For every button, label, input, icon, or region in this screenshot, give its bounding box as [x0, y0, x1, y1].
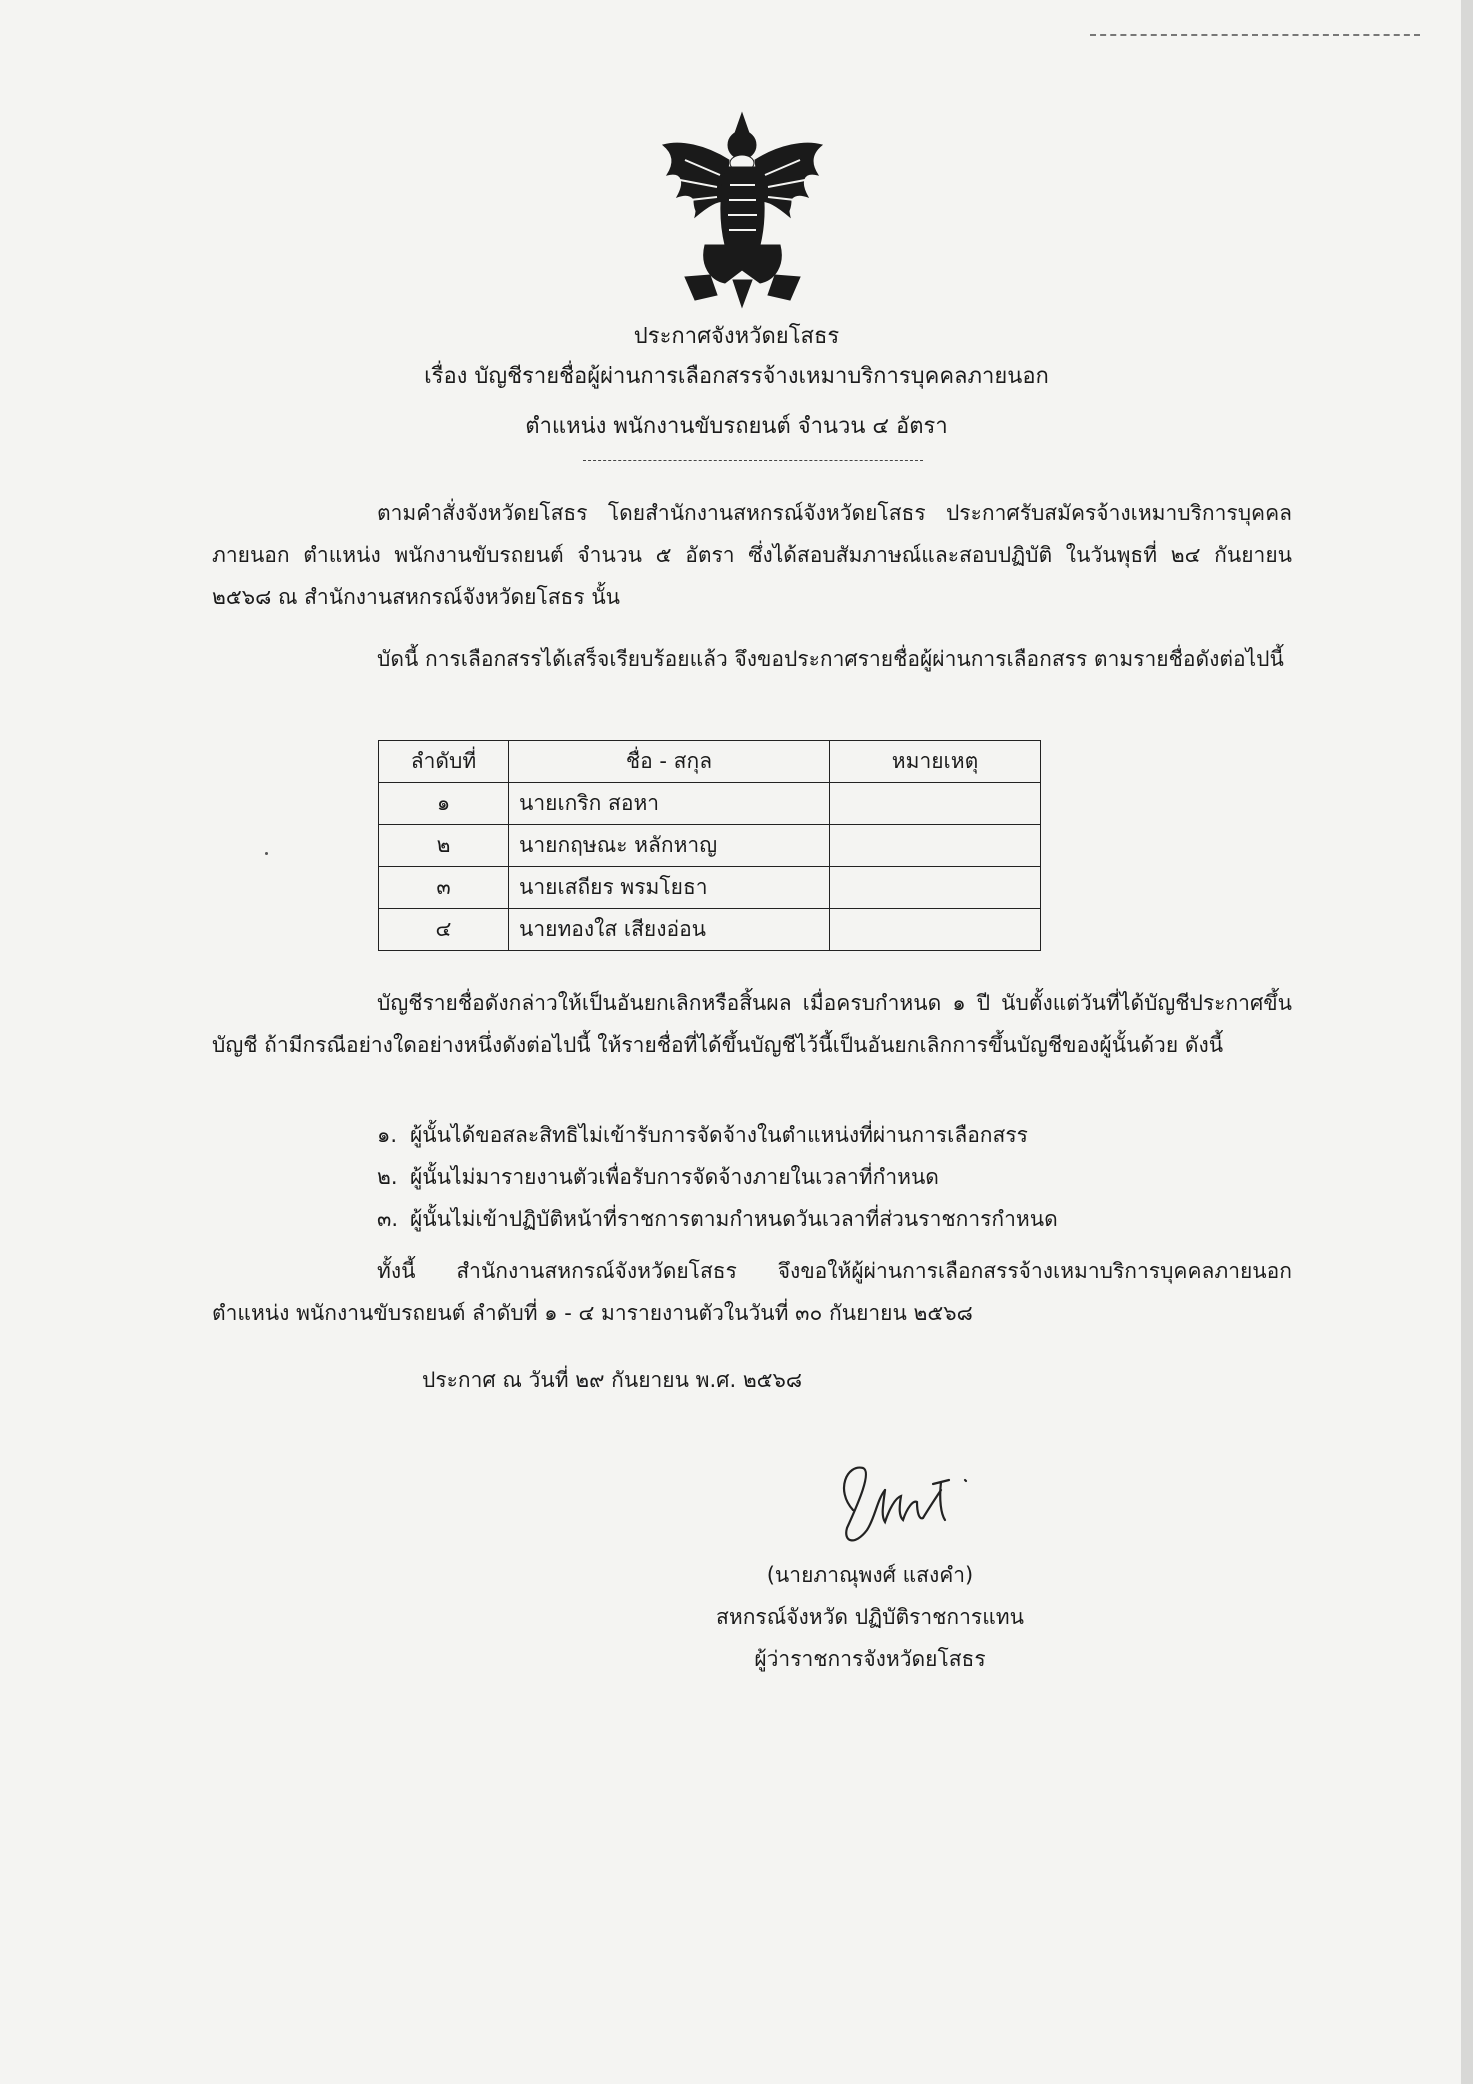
header-note: หมายเหตุ [830, 741, 1041, 783]
paragraph-result [212, 638, 1292, 680]
table-row [379, 783, 1041, 825]
paragraph-background [212, 492, 1292, 618]
title-divider [583, 460, 923, 461]
cell-note [830, 867, 1041, 909]
cell-order: ๑ [379, 783, 509, 825]
cell-order: ๓ [379, 867, 509, 909]
paragraph-report-text: ทั้งนี้ สำนักงานสหกรณ์จังหวัดยโสธร จึงขอให้ผู้ผ่านการเลือกสรรจ้างเหมาบริการบุคคลภายนอก ตำแหน่ง พนักงานขับรถยนต์ ลำดับที่ ๑ - ๔ มารายงานตัวในวันที่ ๓๐ กันยายน ๒๕๖๘ [212, 1259, 1292, 1325]
header-order: ลำดับที่ [379, 741, 509, 783]
paragraph-validity [212, 982, 1292, 1066]
announcement-subject: เรื่อง บัญชีรายชื่อผู้ผ่านการเลือกสรรจ้างเหมาบริการบุคคลภายนอก [424, 364, 1049, 389]
announcement-title: ประกาศจังหวัดยโสธร [633, 324, 840, 349]
signatory-office: ผู้ว่าราชการจังหวัดยโสธร [754, 1647, 986, 1671]
scan-artifact-line [1090, 34, 1420, 36]
signatory-title: สหกรณ์จังหวัด ปฏิบัติราชการแทน [716, 1605, 1024, 1629]
announcement-position: ตำแหน่ง พนักงานขับรถยนต์ จำนวน ๔ อัตรา [525, 414, 948, 439]
paragraph-background-text: ตามคำสั่งจังหวัดยโสธร โดยสำนักงานสหกรณ์จังหวัดยโสธร ประกาศรับสมัครจ้างเหมาบริการบุคคลภายนอก ตำแหน่ง พนักงานขับรถยนต์ จำนวน ๕ อัตรา ซึ่งได้สอบสัมภาษณ์และสอบปฏิบัติ ในวันพุธที่ ๒๔ กันยายน ๒๕๖๘ ณ สำนักงานสหกรณ์จังหวัดยโสธร นั้น [212, 501, 1292, 609]
list-item-text: ผู้นั้นไม่มารายงานตัวเพื่อรับการจัดจ้างภายในเวลาที่กำหนด [410, 1165, 939, 1189]
header-name: ชื่อ - สกุล [509, 741, 830, 783]
list-item-text: ผู้นั้นได้ขอสละสิทธิไม่เข้ารับการจัดจ้างในตำแหน่งที่ผ่านการเลือกสรร [410, 1123, 1028, 1147]
list-item [377, 1114, 1058, 1156]
list-item-number: ๒. [377, 1165, 398, 1189]
paragraph-validity-text: บัญชีรายชื่อดังกล่าวให้เป็นอันยกเลิกหรือสิ้นผล เมื่อครบกำหนด ๑ ปี นับตั้งแต่วันที่ได้บัญชีประกาศขึ้นบัญชี ถ้ามีกรณีอย่างใดอย่างหนึ่งดังต่อไปนี้ ให้รายชื่อที่ได้ขึ้นบัญชีไว้นี้เป็นอันยกเลิกการขึ้นบัญชีของผู้นั้นด้วย ดังนี้ [212, 991, 1292, 1057]
scan-page-edge [1461, 0, 1473, 2084]
list-item [377, 1156, 1058, 1198]
cell-note [830, 783, 1041, 825]
list-item-text: ผู้นั้นไม่เข้าปฏิบัติหน้าที่ราชการตามกำหนดวันเวลาที่ส่วนราชการกำหนด [410, 1207, 1058, 1231]
cell-name: นายทองใส เสียงอ่อน [509, 909, 830, 951]
table-row [379, 909, 1041, 951]
scan-speck [265, 852, 268, 855]
cell-order: ๔ [379, 909, 509, 951]
list-item-number: ๑. [377, 1123, 398, 1147]
signatory-block [660, 1554, 1080, 1680]
cell-name: นายเกริก สอหา [509, 783, 830, 825]
conditions-list [377, 1114, 1058, 1240]
candidates-table [378, 740, 1041, 951]
paragraph-report [212, 1250, 1292, 1334]
signature-icon [825, 1450, 1025, 1560]
cell-name: นายเสถียร พรมโยธา [509, 867, 830, 909]
announce-date: ประกาศ ณ วันที่ ๒๙ กันยายน พ.ศ. ๒๕๖๘ [422, 1368, 803, 1392]
cell-order: ๒ [379, 825, 509, 867]
signatory-name: (นายภาณุพงศ์ แสงคำ) [766, 1563, 974, 1587]
table-row [379, 825, 1041, 867]
garuda-emblem-icon [655, 105, 830, 310]
cell-note [830, 909, 1041, 951]
paragraph-result-text: บัดนี้ การเลือกสรรได้เสร็จเรียบร้อยแล้ว จึงขอประกาศรายชื่อผู้ผ่านการเลือกสรร ตามรายชื่อดังต่อไปนี้ [377, 647, 1284, 671]
cell-note [830, 825, 1041, 867]
list-item-number: ๓. [377, 1207, 399, 1231]
table-row [379, 867, 1041, 909]
list-item [377, 1198, 1058, 1240]
table-header-row [379, 741, 1041, 783]
cell-name: นายกฤษณะ หลักหาญ [509, 825, 830, 867]
